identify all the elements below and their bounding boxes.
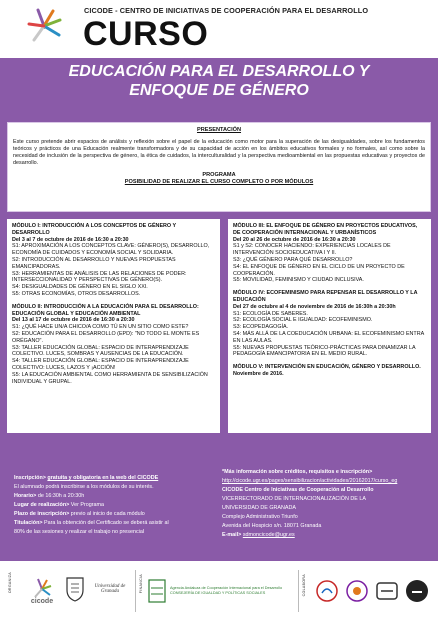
info-label: Inscripción>	[14, 475, 48, 481]
info-right	[222, 468, 434, 540]
cicode-logo-icon	[26, 4, 78, 54]
address-line: VICERRECTORADO DE INTERNACIONALIZACIÓN DE LA	[222, 496, 366, 502]
logo-aacid	[148, 572, 292, 610]
cicode-logo-icon	[31, 577, 53, 599]
address-line: UNIVERSIDAD DE GRANADA	[222, 505, 296, 511]
logo-cicode	[22, 568, 62, 614]
info-line	[14, 510, 219, 519]
footer-divider	[135, 570, 136, 612]
info-left	[14, 474, 219, 537]
presentation-text: Este curso pretende abrir espacios de análisis y reflexión sobre el papel de la educación como motor para la superación de las desigualdades, sobre los fundamentos teóricos y prácticos de una Educación realmente transformadora y de su capacidad de acción en los ámbitos educativos formales y no formales, así como sobre la necesidad de inclusión de la perspectiva de género, la ética de cuidados, la interculturalidad y la perspectiva medioambiental en las propuestas educativas y proyectos de desarrollo.	[13, 139, 425, 166]
info-value: 80% de las sesiones y realizar el trabajo no presencial	[14, 529, 145, 535]
email-line	[222, 531, 434, 540]
info-label: Lugar de realización>	[14, 502, 71, 508]
info-value: gratuita y obligatoria en la web del CICODE	[47, 475, 159, 481]
info-line	[14, 492, 219, 501]
module-session: S4: EL ENFOQUE DE GÉNERO EN EL CICLO DE UN PROYECTO DE COOPERACIÓN.	[233, 263, 405, 277]
module-session: S5: LA EDUCACIÓN AMBIENTAL COMO HERRAMIENTA DE SENSIBILIZACIÓN INDIVIDUAL Y GRUPAL.	[12, 371, 208, 385]
info-label: Plazo de inscripción>	[14, 511, 71, 517]
info-value: Para la obtención del Certificado se deberá asistir al	[44, 520, 169, 526]
modules-left-column	[7, 219, 220, 433]
info-label: Horario>	[14, 493, 38, 499]
logo-partner-2	[344, 576, 370, 606]
footer-divider	[298, 570, 299, 612]
university-crest-icon	[65, 576, 85, 602]
module-date: Del 13 al 17 de octubre de 2016 de 16:30 a 20:30	[12, 317, 135, 324]
module-session: S2: INTRODUCCIÓN AL DESARROLLO Y NUEVAS PROPUESTAS EMANCIPADORAS.	[12, 256, 176, 270]
cicode-logo-text: cicode	[30, 598, 54, 606]
module-date: Del 27 de octubre al 4 de noviembre de 2016 de 16:30h a 20:30h	[233, 303, 396, 310]
module-1	[12, 223, 215, 298]
info-value: previo al inicio de cada módulo	[70, 511, 145, 517]
module-session: S4: MÁS ALLÁ DE LA COEDUCACIÓN URBANA: EL ECOFEMINISMO ENTRA EN LAS AULAS.	[233, 330, 424, 344]
course-title-line2: ENFOQUE DE GÉNERO	[129, 82, 309, 99]
course-title-line1: EDUCACIÓN PARA EL DESARROLLO Y	[68, 63, 370, 80]
module-session: S5: NUEVAS PROPUESTAS TEÓRICO-PRÁCTICAS PARA DINAMIZAR LA PEDAGOGÍA EMANCIPATORIA EN EL MEDIO RURAL.	[233, 344, 416, 358]
module-session: S1: ¿QUÉ HACE UN/A CHICO/A COMO TÚ EN UN SITIO COMO ESTE?	[12, 324, 189, 331]
logo-partner-4	[404, 576, 430, 606]
info-value: El alumnado podrá inscribirse a los módulos de su interés.	[14, 484, 154, 490]
info-line	[14, 519, 219, 528]
module-title: MÓDULO I: INTRODUCCIÓN A LOS CONCEPTOS DE GÉNERO Y DESARROLLO	[12, 223, 177, 236]
module-date: Del 20 al 26 de octubre de 2016 de 16:30 a 20:30	[233, 236, 356, 243]
module-session: S1: ECOLOGÍA DE SABERES.	[233, 310, 308, 317]
logo-partner-1	[314, 576, 340, 606]
colabora-label: COLABORA	[302, 574, 306, 597]
module-title: MÓDULO III: EL ENFOQUE DE GÉNERO EN PROYECTOS EDUCATIVOS, DE COOPERACIÓN INTERNACIONAL Y URBANÍSTICOS	[233, 223, 418, 236]
partner-logo-icon	[315, 579, 339, 603]
org-name: CICODE - CENTRO DE INICIATIVAS DE COOPERACIÓN PARA EL DESARROLLO	[84, 6, 369, 15]
email-link[interactable]: sdmoncicode@ugr.es	[242, 532, 295, 538]
module-5	[233, 364, 426, 378]
module-session: S3: HERRAMIENTAS DE ANÁLISIS DE LAS RELACIONES DE PODER: INTERSECCIONALIDAD Y PERSPECTIVAS DE GÉNERO(S).	[12, 270, 187, 284]
organiza-label: ORGANIZA	[8, 572, 12, 594]
module-title: MÓDULO IV: ECOFEMINISMO PARA REPENSAR EL DESARROLLO Y LA EDUCACIÓN	[233, 290, 418, 303]
module-date: Noviembre de 2016.	[233, 370, 284, 377]
partner-logo-icon	[405, 579, 429, 603]
module-2	[12, 304, 215, 386]
module-title: MÓDULO V: INTERVENCIÓN EN EDUCACIÓN, GÉNERO Y DESARROLLO.	[233, 364, 421, 371]
module-session: S2: EDUCACIÓN PARA EL DESARROLLO (EPD): "NO TODO EL MONTE ES ORÉGANO".	[12, 330, 200, 344]
curso-heading: CURSO	[83, 15, 209, 53]
module-session: S1: APROXIMACIÓN A LOS CONCEPTOS CLAVE: GÉNERO(S), DESARROLLO, ECONOMÍA DE CUIDADOS Y ECONOMÍA SOCIAL Y SOLIDARIA.	[12, 243, 210, 257]
module-3	[233, 223, 426, 284]
info-line	[14, 501, 219, 510]
module-session: S1 y S2: CONOCER HACIENDO: EXPERIENCIAS LOCALES DE INTERVENCIÓN SOCIOEDUCATIVA I Y II.	[233, 243, 391, 257]
module-session: S4: TALLER EDUCACIÓN GLOBAL: ESPACIO DE INTERAPRENDIZAJE COLECTIVO: LUCES, LAZOS Y ¡ACCIÓN!	[12, 358, 189, 371]
header	[0, 0, 438, 58]
address-line: Complejo Administrativo Triunfo	[222, 514, 298, 520]
modules-right-column	[228, 219, 431, 433]
info-line	[14, 483, 219, 492]
info-value: Ver Programa	[70, 502, 105, 508]
presentation-box	[7, 122, 431, 212]
aacid-logo-text: Agencia Andaluza de Cooperación Internacional para el Desarrollo CONSEJERÍA DE IGUALDAD Y POLÍTICAS SOCIALES	[170, 585, 283, 595]
program-heading: PROGRAMA	[202, 172, 236, 178]
module-title: MÓDULO II: INTRODUCCIÓN A LA EDUCACIÓN PARA EL DESARROLLO: EDUCACIÓN GLOBAL Y EDUCACIÓN AMBIENTAL	[12, 303, 199, 317]
financia-label: FINANCIA	[139, 574, 143, 594]
presentation-heading: PRESENTACIÓN	[196, 127, 242, 133]
ugr-logo-text: Universidad de Granada	[94, 583, 126, 594]
module-session: S3: ¿QUÉ GÉNERO PARA QUÉ DESARROLLO?	[233, 256, 353, 263]
info-line	[14, 474, 219, 483]
module-4	[233, 290, 426, 358]
module-session: S2: ECOLOGÍA SOCIAL E IGUALDAD: ECOFEMINISMO.	[233, 317, 373, 324]
module-session: S3: ECOPEDAGOGÍA.	[233, 324, 289, 331]
info-value: de 16:30h a 20:30h	[37, 493, 85, 499]
course-title	[0, 62, 438, 100]
module-date: Del 3 al 7 de octubre de 2016 de 16:30 a 20:30	[12, 236, 129, 243]
module-session: S4: DESIGUALDADES DE GÉNERO EN EL SIGLO XXI.	[12, 284, 148, 291]
module-session: S3: TALLER EDUCACIÓN GLOBAL: ESPACIO DE INTERAPRENDIZAJE COLECTIVO. LUCES, SOMBRAS Y AUSENCIAS DE LA EDUCACIÓN.	[12, 344, 189, 358]
partner-logo-icon	[345, 579, 369, 603]
logo-partner-3	[374, 576, 400, 606]
module-session: S5: OTRAS ECONOMÍAS, OTROS DESARROLLOS.	[12, 290, 141, 297]
info-line	[14, 528, 219, 537]
center-name: CICODE Centro de Iniciativas de Cooperación al Desarrollo	[222, 487, 374, 493]
email-label: E-mail>	[222, 532, 243, 538]
junta-andalucia-icon	[148, 578, 166, 604]
logo-ugr	[90, 576, 130, 602]
info-label: Titulación>	[14, 520, 45, 526]
more-info-line: *Más información sobre créditos, requisitos e inscripción>	[222, 469, 373, 475]
logo-ugr-crest	[64, 574, 86, 604]
module-session: S5: MOVILIDAD, FEMINISMO Y CIUDAD INCLUSIVA.	[233, 277, 364, 284]
partner-logo-icon	[375, 579, 399, 603]
course-link[interactable]: http://cicode.ugr.es/pages/sensibilizacion/actividades/20162017/curso_eg	[222, 478, 398, 484]
program-subheading: POSIBILIDAD DE REALIZAR EL CURSO COMPLETO O POR MÓDULOS	[124, 179, 314, 185]
address-line: Avenida del Hospicio s/n. 18071 Granada	[222, 523, 322, 529]
